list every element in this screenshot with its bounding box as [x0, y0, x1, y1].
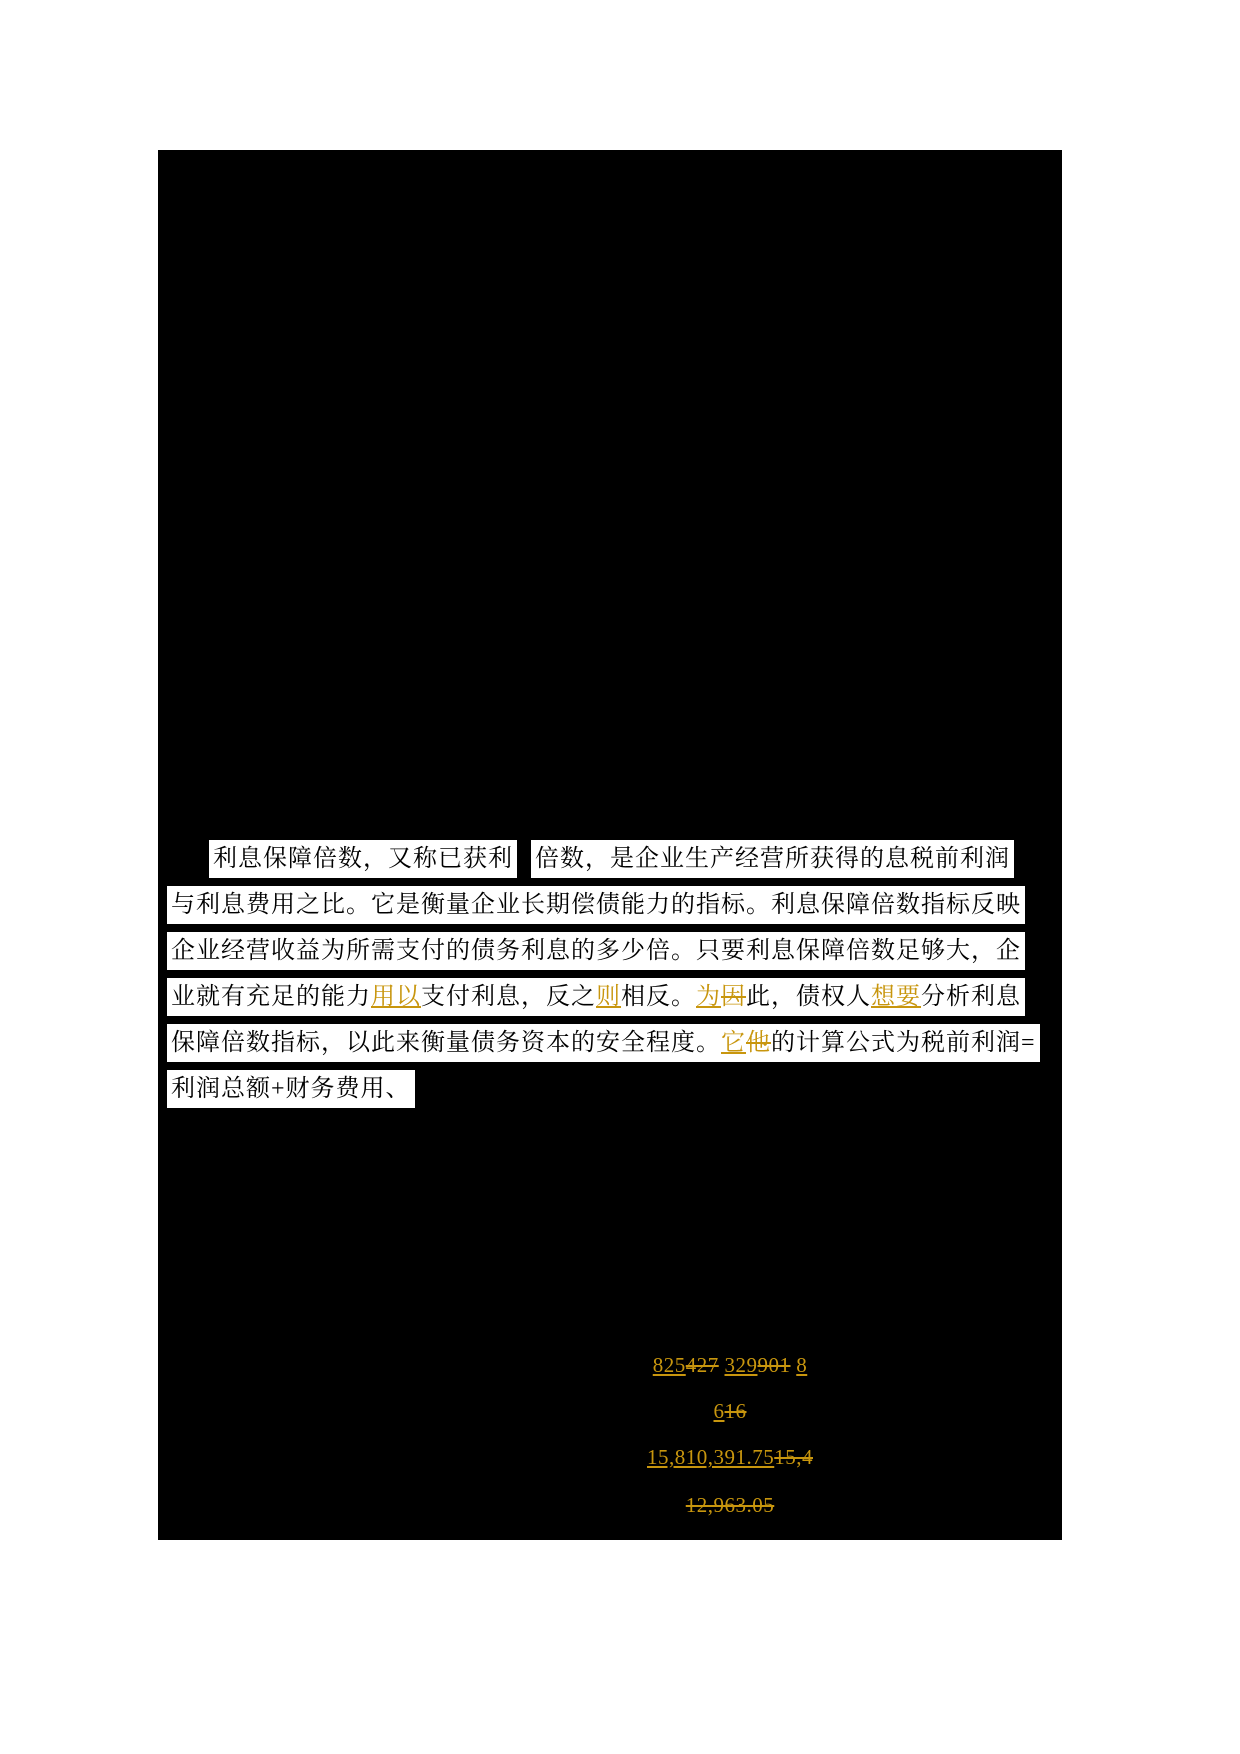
revision-number-line-4 [400, 1492, 1060, 1518]
deleted-text-run: 427 [685, 1353, 719, 1377]
text-run: 此，债权人 [746, 984, 871, 1010]
highlighted-text-segment [167, 932, 1025, 970]
text-run: 分析利息 [921, 984, 1021, 1010]
text-run: 利润总额+财务费用、 [171, 1076, 411, 1102]
inserted-text-run: 6 [713, 1399, 725, 1423]
highlighted-text-segment [167, 1024, 1040, 1062]
text-run: 利息保障倍数，又称已获利 [213, 846, 513, 872]
text-run: 企业经营收益为所需支付的债务利息的多少倍。只要利息保障倍数足够大，企 [171, 938, 1021, 964]
highlighted-text-segment [167, 978, 1025, 1016]
highlighted-text-segment [167, 886, 1025, 924]
deleted-text-run: 15,4 [774, 1445, 813, 1469]
paragraph-line-3 [167, 932, 1025, 970]
paragraph-line-5 [167, 1024, 1040, 1062]
text-run: 的计算公式为税前利润= [771, 1030, 1036, 1056]
text-run: 与利息费用之比。它是衡量企业长期偿债能力的指标。利息保障倍数指标反映 [171, 892, 1021, 918]
inserted-text-run: 8 [796, 1353, 808, 1377]
inserted-text-run: 为 [696, 984, 721, 1010]
deleted-text-run: 16 [724, 1399, 747, 1423]
inserted-text-run: 用以 [371, 984, 421, 1010]
text-run: 相反。 [621, 984, 696, 1010]
text-run: 支付利息，反之 [421, 984, 596, 1010]
paragraph-line-4 [167, 978, 1025, 1016]
highlighted-text-segment [167, 1070, 415, 1108]
revision-number-line-1 [400, 1352, 1060, 1378]
inserted-text-run: 则 [596, 984, 621, 1010]
deleted-text-run: 901 [757, 1353, 791, 1377]
text-run: 倍数，是企业生产经营所获得的息税前利润 [535, 846, 1010, 872]
inserted-text-run: 15,810,391.75 [647, 1445, 775, 1469]
text-run: 业就有充足的能力 [171, 984, 371, 1010]
deleted-text-run: 12,963.05 [685, 1493, 775, 1517]
inserted-text-run: 它 [721, 1030, 746, 1056]
deleted-text-run: 因 [721, 984, 746, 1010]
inserted-text-run: 329 [724, 1353, 758, 1377]
document-dark-region [158, 150, 1062, 1540]
revision-number-line-2 [400, 1398, 1060, 1424]
highlighted-text-segment [209, 840, 517, 878]
paragraph-line-6 [167, 1070, 415, 1108]
deleted-text-run: 他 [746, 1030, 771, 1056]
inserted-text-run: 想要 [871, 984, 921, 1010]
highlighted-text-segment [531, 840, 1014, 878]
inserted-text-run: 825 [652, 1353, 686, 1377]
text-run: 保障倍数指标，以此来衡量债务资本的安全程度。 [171, 1030, 721, 1056]
paragraph-line-2 [167, 886, 1025, 924]
revision-number-line-3 [400, 1444, 1060, 1470]
paragraph-line-1 [167, 840, 1014, 878]
